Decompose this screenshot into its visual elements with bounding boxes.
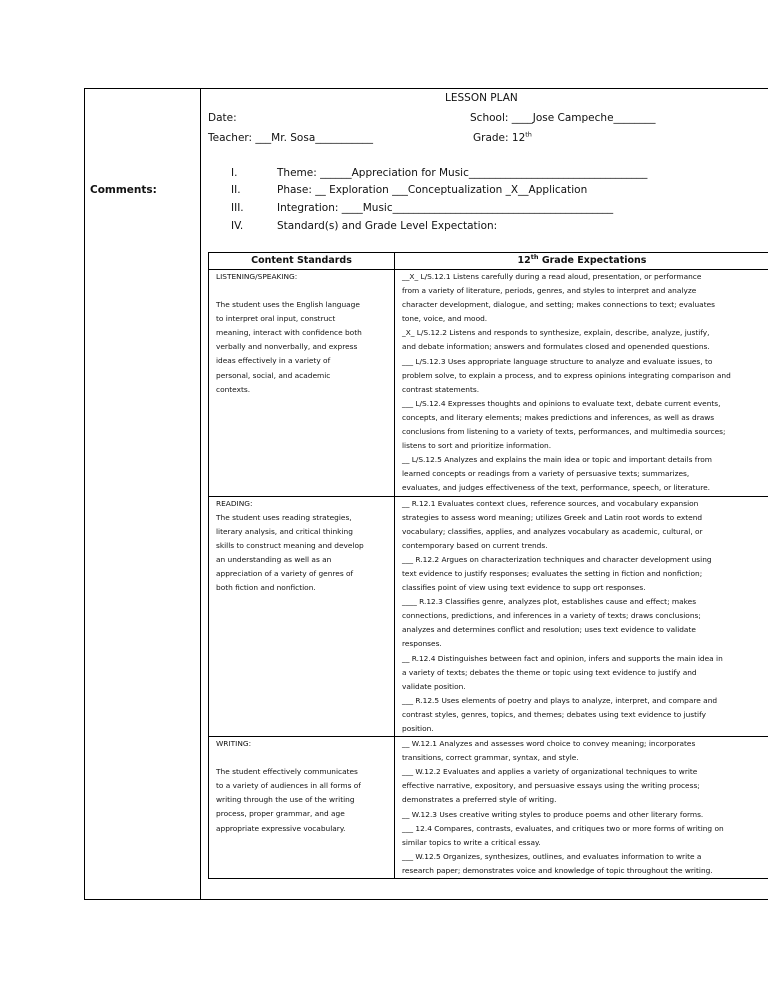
comments-label: Comments:	[90, 184, 157, 196]
teacher-field: Teacher: ___Mr. Sosa___________	[208, 132, 374, 144]
grade-expectations-header: 12th Grade Expectations	[395, 253, 768, 270]
expectation-line: ___ L/S.12.3 Uses appropriate language structure to analyze and evaluate issues, to	[402, 356, 713, 366]
expectations-cell	[395, 270, 768, 497]
expectation-line: analyzes and determines conflict and resolution; uses text evidence to validate	[402, 625, 696, 635]
expectations-cell	[395, 737, 768, 879]
theme-line: Theme: ______Appreciation for Music__________________________________	[277, 167, 648, 179]
standard-row	[209, 496, 768, 737]
expectation-line: and debate information; answers and formulates closed and openended questions.	[402, 342, 710, 352]
expectation-line: contrast statements.	[402, 384, 480, 394]
standard-cell	[209, 737, 395, 879]
expectation-line: research paper; demonstrates voice and knowledge of topic throughout the writing.	[402, 865, 713, 875]
date-field: Date:	[208, 112, 237, 124]
standard-description-line: to interpret oral input, construct	[216, 314, 336, 324]
expectation-line: concepts, and literary elements; makes predictions and inferences, as well as draws	[402, 412, 715, 422]
standard-description-line: skills to construct meaning and develop	[216, 540, 364, 550]
standard-description-line: verbally and nonverbally, and express	[216, 342, 358, 352]
expectation-line: ___ R.12.5 Uses elements of poetry and plays to analyze, interpret, and compare and	[402, 695, 718, 705]
standard-row	[209, 270, 768, 497]
standard-cell	[209, 270, 395, 497]
expectation-line: evaluates, and judges effectiveness of the text, performance, speech, or literature.	[402, 483, 710, 493]
standard-description-line: appropriate expressive vocabulary.	[216, 823, 346, 833]
roman-num-3: III.	[231, 202, 244, 214]
roman-num-2: II.	[231, 184, 241, 196]
standard-description-line: appreciation of a variety of genres of	[216, 568, 354, 578]
phase-line: Phase: __ Exploration ___Conceptualization _X__Application	[277, 184, 588, 196]
expectation-line: ___ W.12.5 Organizes, synthesizes, outlines, and evaluates information to write a	[402, 851, 702, 861]
expectation-line: __ L/S.12.5 Analyzes and explains the main idea or topic and important details from	[402, 455, 713, 465]
integration-line: Integration: ____Music__________________________________________	[277, 202, 614, 214]
expectation-line: __X_ L/S.12.1 Listens carefully during a read aloud, presentation, or performance	[402, 272, 702, 281]
roman-num-1: I.	[231, 167, 238, 179]
spacer	[216, 284, 389, 298]
expectation-line: ___ 12.4 Compares, contrasts, evaluates, and critiques two or more forms of writing on	[402, 823, 724, 833]
standard-label: WRITING:	[216, 739, 252, 749]
standard-cell	[209, 496, 395, 737]
expectation-line: validate position.	[402, 681, 466, 691]
expectation-line: effective narrative, expository, and persuasive essays using the writing process;	[402, 781, 700, 791]
standard-description-line: The student effectively communicates	[216, 767, 358, 777]
standards-table	[208, 252, 768, 879]
expectation-line: __ R.12.4 Distinguishes between fact and opinion, infers and supports the main idea in	[402, 653, 723, 663]
standard-description-line: contexts.	[216, 384, 251, 394]
standard-description-line: personal, social, and academic	[216, 370, 331, 380]
expectation-line: tone, voice, and mood.	[402, 314, 488, 324]
standard-description-line: to a variety of audiences in all forms of	[216, 781, 361, 791]
expectation-line: ___ W.12.2 Evaluates and applies a variety of organizational techniques to write	[402, 767, 698, 777]
expectation-line: ___ L/S.12.4 Expresses thoughts and opinions to evaluate text, debate current events,	[402, 398, 721, 408]
expectation-line: __ W.12.3 Uses creative writing styles to produce poems and other literary forms.	[402, 809, 704, 819]
expectation-line: learned concepts or readings from a variety of persuasive texts; summarizes,	[402, 469, 690, 479]
standards-line: Standard(s) and Grade Level Expectation:	[277, 220, 498, 232]
expectation-line: contemporary based on current trends.	[402, 540, 548, 550]
standard-label: READING:	[216, 498, 253, 508]
expectation-line: contrast styles, genres, topics, and themes; debates using text evidence to justify	[402, 709, 706, 719]
expectation-line: conclusions from listening to a variety of texts, performances, and multimedia sources;	[402, 427, 726, 437]
expectation-line: __ W.12.1 Analyzes and assesses word choice to convey meaning; incorporates	[402, 739, 696, 749]
expectation-line: ___ R.12.2 Argues on characterization techniques and character development using	[402, 554, 712, 564]
standard-description-line: an understanding as well as an	[216, 554, 332, 564]
expectation-line: text evidence to justify responses; evaluates the setting in fiction and nonfiction;	[402, 568, 703, 578]
expectation-line: from a variety of literature, periods, genres, and styles to interpret and analyze	[402, 286, 697, 296]
spacer	[216, 751, 389, 765]
expectation-line: a variety of texts; debates the theme or topic using text evidence to justify and	[402, 667, 697, 677]
expectation-line: listens to sort and prioritize information.	[402, 441, 552, 451]
expectation-line: demonstrates a preferred style of writing.	[402, 795, 557, 805]
expectation-line: problem solve, to explain a process, and to express opinions integrating comparison and	[402, 370, 731, 380]
expectations-cell	[395, 496, 768, 737]
expectation-line: _X_ L/S.12.2 Listens and responds to synthesize, explain, describe, analyze, justify,	[402, 328, 710, 338]
standard-description-line: The student uses reading strategies,	[216, 512, 352, 522]
content-standards-header: Content Standards	[209, 253, 395, 270]
expectation-line: transitions, correct grammar, syntax, and style.	[402, 753, 579, 763]
column-divider	[200, 88, 201, 900]
expectation-line: classifies point of view using text evidence to supp ort responses.	[402, 583, 646, 593]
expectation-line: vocabulary; classifies, applies, and analyzes vocabulary as academic, cultural, or	[402, 526, 703, 536]
expectation-line: responses.	[402, 639, 442, 649]
standard-description-line: ideas effectively in a variety of	[216, 356, 331, 366]
standard-description-line: writing through the use of the writing	[216, 795, 355, 805]
expectation-line: similar topics to write a critical essay.	[402, 837, 541, 847]
school-field: School: ____Jose Campeche________	[470, 112, 656, 124]
standard-description-line: process, proper grammar, and age	[216, 809, 345, 819]
lesson-plan-title: LESSON PLAN	[445, 92, 518, 104]
standard-description-line: both fiction and nonfiction.	[216, 583, 316, 593]
expectation-line: __ R.12.1 Evaluates context clues, reference sources, and vocabulary expansion	[402, 498, 699, 508]
standard-description-line: The student uses the English language	[216, 300, 360, 310]
roman-num-4: IV.	[231, 220, 244, 232]
expectation-line: character development, dialogue, and setting; makes connections to text; evaluates	[402, 300, 715, 310]
expectation-line: strategies to assess word meaning; utilizes Greek and Latin root words to extend	[402, 512, 703, 522]
standard-row	[209, 737, 768, 879]
grade-field: Grade: 12th	[473, 130, 532, 144]
expectation-line: connections, predictions, and inferences in a variety of texts; draws conclusions;	[402, 611, 701, 621]
standard-description-line: meaning, interact with confidence both	[216, 328, 362, 338]
expectation-line: ____ R.12.3 Classifies genre, analyzes plot, establishes cause and effect; makes	[402, 597, 697, 607]
standard-description-line: literary analysis, and critical thinking	[216, 526, 353, 536]
expectation-line: position.	[402, 724, 434, 733]
standard-label: LISTENING/SPEAKING:	[216, 272, 298, 281]
